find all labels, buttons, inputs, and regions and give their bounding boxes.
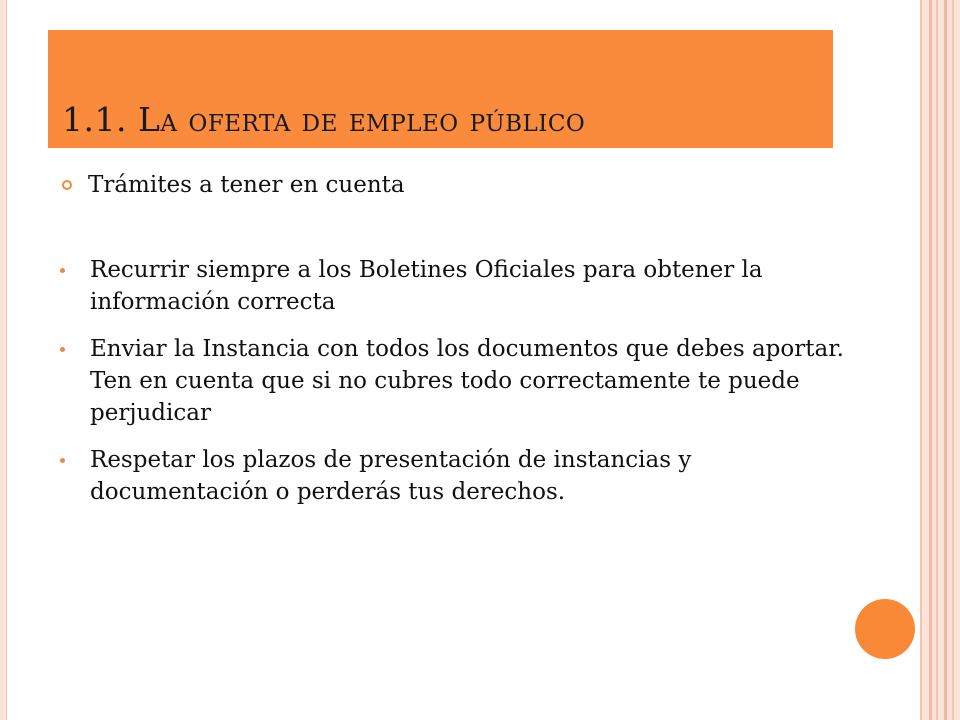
right-stripe-band — [920, 0, 960, 720]
right-stripe — [920, 0, 922, 720]
bullet-item — [60, 254, 860, 318]
subheading — [62, 172, 405, 198]
bullet-list — [60, 254, 860, 523]
dot-bullet-icon — [60, 347, 65, 352]
right-stripe — [936, 0, 938, 720]
subheading-text: Trámites a tener en cuenta — [88, 172, 405, 198]
bullet-text: Enviar la Instancia con todos los documentos que debes aportar. Ten en cuenta que si no cubres todo correctamente te puede perjudicar — [90, 336, 844, 426]
right-stripe — [952, 0, 954, 720]
dot-bullet-icon — [60, 268, 65, 273]
slide-title: 1.1. La oferta de empleo público — [62, 100, 586, 139]
orange-circle-decoration — [855, 599, 915, 659]
bullet-item — [60, 444, 860, 508]
ring-bullet-icon — [62, 180, 72, 190]
bullet-text: Respetar los plazos de presentación de instancias y documentación o perderás tus derechos. — [90, 447, 692, 505]
title-bar — [48, 30, 833, 148]
bullet-text: Recurrir siempre a los Boletines Oficiales para obtener la información correcta — [90, 257, 763, 315]
bullet-item — [60, 333, 860, 429]
left-border-decoration — [0, 0, 7, 720]
right-stripe — [929, 0, 932, 720]
dot-bullet-icon — [60, 458, 65, 463]
right-stripe — [944, 0, 947, 720]
